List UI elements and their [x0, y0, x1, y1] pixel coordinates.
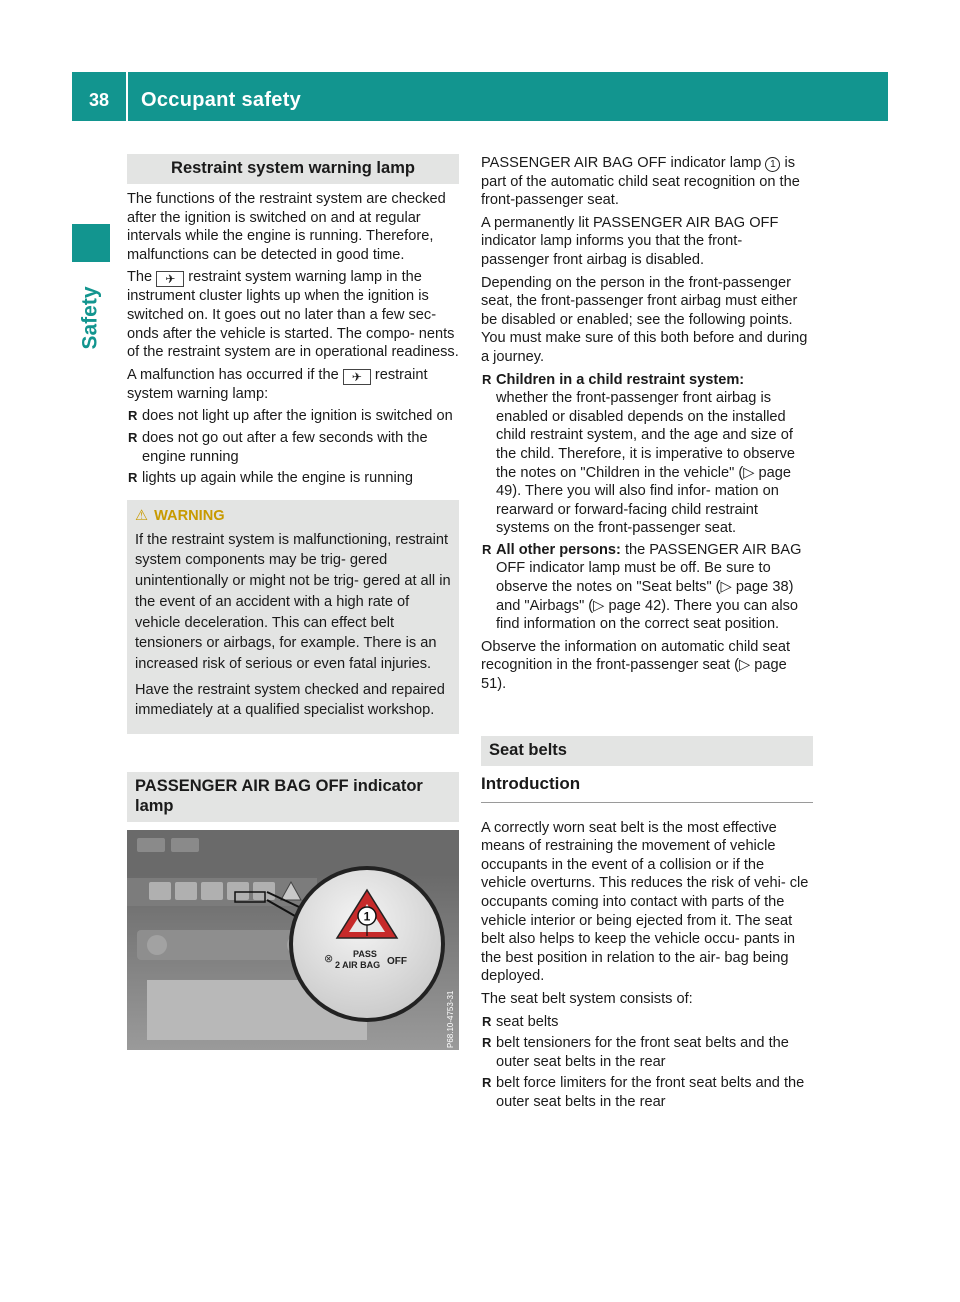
warning-heading — [135, 506, 451, 526]
list-item — [127, 429, 459, 466]
text: The — [127, 269, 153, 286]
bullet-icon: R — [128, 429, 138, 445]
photo-label-pass: PASS — [353, 949, 377, 960]
paragraph — [127, 268, 459, 361]
section-heading-restraint: Restraint system warning lamp — [127, 154, 459, 184]
bullet-icon: R — [482, 1013, 492, 1029]
bullet-icon: R — [128, 470, 138, 486]
text: whether the front-passenger front airbag is enabled or disabled depends on the installed child restraint system, and the age and size of the child. Therefore, it is imperative to observe the notes on "Children in the vehicle" (▷ page 49). There you will also find infor- mation on rearward or forward-facing child restraint systems on the front-passenger seat. — [496, 390, 796, 537]
section-heading-seat-belts: Seat belts — [481, 736, 813, 766]
warning-triangle-icon: ⚠ — [135, 507, 149, 524]
text: PASSENGER AIR BAG OFF indicator lamp — [481, 155, 762, 171]
side-tab-label — [72, 270, 110, 365]
photo-illustration — [127, 830, 459, 1050]
warning-text: If the restraint system is malfunctioning, restraint system components may be trig- gered unintentionally or might not be trig- gered at all in the event of an accident with a high rate of vehicle deceleration. This can effect belt tensioners or airbags, for example. There is an increased risk of serious or even fatal injuries. — [135, 531, 451, 672]
side-tab-text: Safety — [79, 285, 102, 350]
text: belt tensioners for the front seat belts and the outer seat belts in the rear — [496, 1035, 789, 1070]
section-heading-airbag-off: PASSENGER AIR BAG OFF indicator lamp — [127, 772, 459, 822]
text: A malfunction has occurred if the — [127, 366, 339, 383]
list-item — [481, 1013, 813, 1032]
bullet-list — [481, 1013, 813, 1112]
photo-callout-number: 1 — [363, 909, 371, 924]
text: is part of the automatic child seat recognition on the front-passenger seat. — [481, 155, 800, 209]
text: restraint system warning lamp: — [127, 366, 428, 402]
photo-code: P68.10-4753-31 — [446, 990, 455, 1049]
paragraph: The functions of the restraint system are checked after the ignition is switched on and at regular intervals while the engine is running. Therefore, malfunctions can be detected in good time. — [127, 191, 446, 263]
list-item — [481, 1074, 813, 1111]
callout-number-icon: 1 — [765, 157, 780, 172]
right-column — [481, 154, 813, 1116]
list-item — [481, 541, 813, 634]
text: belt force limiters for the front seat belts and the outer seat belts in the rear — [496, 1075, 805, 1110]
list-item — [127, 469, 459, 488]
text: does not go out after a few seconds with the engine running — [142, 429, 428, 465]
bullet-icon: R — [482, 1035, 492, 1051]
list-term: Children in a child restraint system: — [496, 371, 745, 388]
paragraph: A correctly worn seat belt is the most effective means of restraining the movement of vehicle occupants in the event of a collision or if the vehicle overturns. This reduces the risk of vehi- cle occupants coming into contact with parts of the vehicle interior or being ejected from it. The seat belt also helps to keep the vehicle occu- pants in the best position in relation to the air- bag being deployed. — [481, 819, 809, 985]
list-term: All other persons: — [496, 541, 621, 558]
photo-label-off: OFF — [387, 956, 407, 968]
bullet-icon: R — [128, 408, 138, 424]
sub-heading-introduction: Introduction — [481, 774, 813, 803]
restraint-warning-icon: ✈ — [343, 369, 371, 385]
page-number: 38 — [88, 90, 110, 110]
bullet-icon: R — [482, 541, 492, 557]
page-title: Occupant safety — [141, 89, 302, 111]
list-item — [481, 371, 813, 538]
airbag-indicator-photo — [127, 830, 459, 1050]
warning-label: WARNING — [154, 507, 225, 524]
text: the PASSENGER AIR BAG OFF indicator lamp must be off. Be sure to observe the notes on "Seat belts" (▷ page 38) and "Airbags" (▷ page 42). There you can also find information on the correct seat position. — [496, 541, 802, 633]
text: lights up again while the engine is running — [142, 470, 413, 487]
paragraph — [481, 154, 813, 210]
paragraph: The seat belt system consists of: — [481, 990, 693, 1007]
warning-text: Have the restraint system checked and repaired immediately at a qualified specialist workshop. — [135, 681, 445, 719]
bullet-list — [127, 407, 459, 487]
text: restraint system warning lamp in the instrument cluster lights up when the ignition is switched on. It goes out no later than a few sec- onds after the vehicle is started. The compo- nents of the restraint system are in operational readiness. — [127, 269, 459, 361]
paragraph — [127, 366, 459, 404]
paragraph: Depending on the person in the front-passenger seat, the front-passenger front airbag must either be disabled or enabled; see the following points. You must make sure of this both before and during a journey. — [481, 274, 808, 365]
bullet-icon: R — [482, 1075, 492, 1091]
paragraph: A permanently lit PASSENGER AIR BAG OFF indicator lamp informs you that the front- passenger front airbag is disabled. — [481, 214, 779, 268]
list-item — [481, 1034, 813, 1071]
left-column — [127, 154, 459, 1050]
header-divider — [126, 72, 128, 121]
bullet-icon: R — [482, 371, 492, 387]
side-tab-marker — [72, 224, 110, 262]
restraint-warning-icon: ✈ — [156, 271, 184, 287]
paragraph: Observe the information on automatic child seat recognition in the front-passenger seat (▷ page 51). — [481, 638, 791, 693]
text: does not light up after the ignition is switched on — [142, 408, 453, 425]
airbag-symbol-icon: ⊗ — [324, 952, 334, 966]
warning-box — [127, 500, 459, 734]
photo-label-airbag: 2 AIR BAG — [335, 960, 381, 971]
bullet-list — [481, 371, 813, 634]
text: seat belts — [496, 1013, 559, 1030]
list-item — [127, 407, 459, 426]
